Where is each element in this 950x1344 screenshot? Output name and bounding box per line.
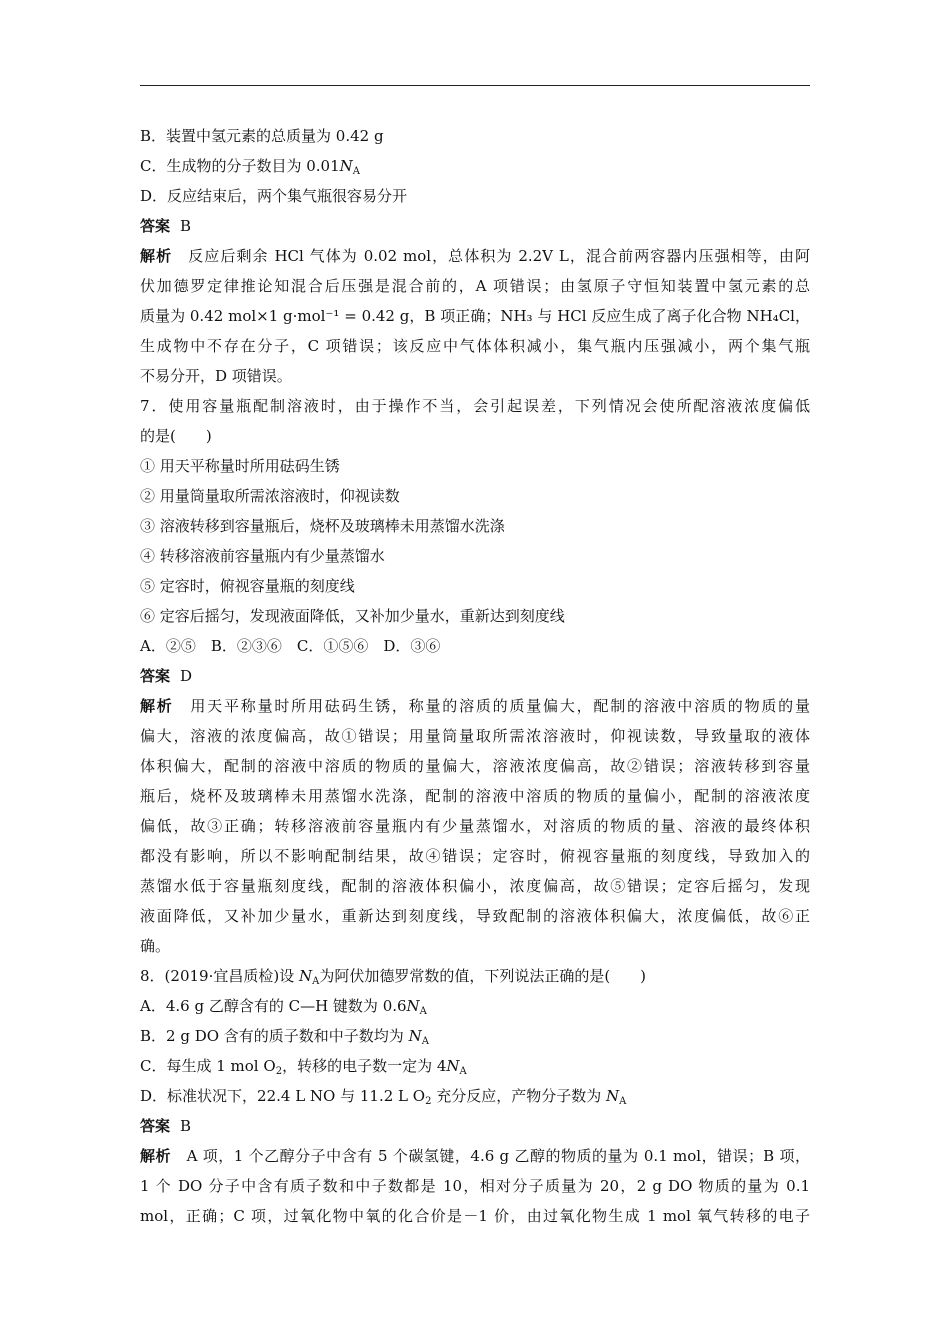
q8-answer: 答案 B — [140, 1117, 192, 1135]
q7-stem-line: 7．使用容量瓶配制溶液时，由于操作不当，会引起误差，下列情况会使所配溶液浓度偏低 — [140, 397, 810, 415]
q6-analysis-line: 不易分开，D 项错误。 — [140, 367, 292, 385]
q7-analysis-line: 偏大，溶液的浓度偏高，故①错误；用量筒量取所需浓溶液时，仰视读数，导致量取的液体 — [140, 727, 810, 745]
q8-analysis-line: mol，正确；C 项，过氧化物中氧的化合价是－1 价，由过氧化物生成 1 mol 氧气转移的电子 — [140, 1207, 810, 1225]
q8-option-d: D．标准状况下，22.4 L NO 与 11.2 L $O_2$ 充分反应，产物分子数为 $N_A$ — [140, 1087, 627, 1107]
q7-item: ④ 转移溶液前容量瓶内有少量蒸馏水 — [140, 547, 385, 565]
q8-option-b: B．2 g DO 含有的质子数和中子数均为 $N_A$ — [140, 1027, 429, 1047]
q8-option-a: A．4.6 g 乙醇含有的 C—H 键数为 $0.6N_A$ — [140, 997, 427, 1017]
q7-item: ⑤ 定容时，俯视容量瓶的刻度线 — [140, 577, 355, 595]
q7-item: ⑥ 定容后摇匀，发现液面降低，又补加少量水，重新达到刻度线 — [140, 607, 565, 625]
q6-option-b: B．装置中氢元素的总质量为 0.42 g — [140, 127, 384, 145]
q7-analysis-line: 解析 用天平称量时所用砝码生锈，称量的溶质的质量偏大，配制的溶液中溶质的物质的量 — [140, 697, 810, 715]
q6-analysis-line: 质量为 0.42 mol×1 g·mol⁻¹ = 0.42 g，B 项正确；NH₃ 与 HCl 反应生成了离子化合物 NH₄Cl， — [140, 307, 810, 325]
q7-answer: 答案 D — [140, 667, 193, 685]
q7-analysis-line: 体积偏大，配制的溶液中溶质的物质的量偏大，溶液浓度偏高，故②错误；溶液转移到容量 — [140, 757, 810, 775]
q7-analysis-line: 都没有影响，所以不影响配制结果，故④错误；定容时，俯视容量瓶的刻度线，导致加入的 — [140, 847, 810, 865]
q7-analysis-line: 蒸馏水低于容量瓶刻度线，配制的溶液体积偏小，浓度偏高，故⑤错误；定容后摇匀，发现 — [140, 877, 810, 895]
q8-analysis-line: 解析 A 项，1 个乙醇分子中含有 5 个碳氢键，4.6 g 乙醇的物质的量为 0.1 mol，错误；B 项， — [140, 1147, 810, 1165]
q8-option-c: C．每生成 1 mol $O_2$，转移的电子数一定为 $4N_A$ — [140, 1057, 467, 1077]
q6-answer: 答案 B — [140, 217, 192, 235]
q6-analysis-line: 生成物中不存在分子，C 项错误；该反应中气体体积减小，集气瓶内压强减小，两个集气瓶 — [140, 337, 810, 355]
q7-analysis-line: 偏低，故③正确；转移溶液前容量瓶内有少量蒸馏水，对溶质的物质的量、溶液的最终体积 — [140, 817, 810, 835]
header-rule — [140, 85, 810, 86]
q7-stem-line: 的是( ) — [140, 427, 212, 445]
q7-item: ① 用天平称量时所用砝码生锈 — [140, 457, 340, 475]
q6-analysis-line: 解析 反应后剩余 HCl 气体为 0.02 mol，总体积为 2.2V L，混合前两容器内压强相等，由阿 — [140, 247, 810, 265]
q7-analysis-line: 液面降低，又补加少量水，重新达到刻度线，导致配制的溶液体积偏大，浓度偏低，故⑥正 — [140, 907, 810, 925]
q6-option-c: C．生成物的分子数目为 $0.01N_A$ — [140, 157, 361, 177]
q6-option-d: D．反应结束后，两个集气瓶很容易分开 — [140, 187, 408, 205]
q6-analysis-line: 伏加德罗定律推论知混合后压强是混合前的，A 项错误；由氢原子守恒知装置中氢元素的总 — [140, 277, 810, 295]
q7-item: ② 用量筒量取所需浓溶液时，仰视读数 — [140, 487, 400, 505]
q7-options: A．②⑤ B．②③⑥ C．①⑤⑥ D．③⑥ — [140, 637, 441, 655]
q8-analysis-line: 1 个 DO 分子中含有质子数和中子数都是 10，相对分子质量为 20，2 g DO 物质的量为 0.1 — [140, 1177, 810, 1195]
q7-analysis-line: 瓶后，烧杯及玻璃棒未用蒸馏水洗涤，配制的溶液中溶质的物质的量偏小，配制的溶液浓度 — [140, 787, 810, 805]
q8-stem: 8．(2019·宜昌质检)设 $N_A$为阿伏加德罗常数的值，下列说法正确的是( ) — [140, 967, 647, 987]
document-body — [140, 121, 810, 1231]
q7-analysis-line: 确。 — [140, 937, 171, 955]
q7-item: ③ 溶液转移到容量瓶后，烧杯及玻璃棒未用蒸馏水洗涤 — [140, 517, 505, 535]
